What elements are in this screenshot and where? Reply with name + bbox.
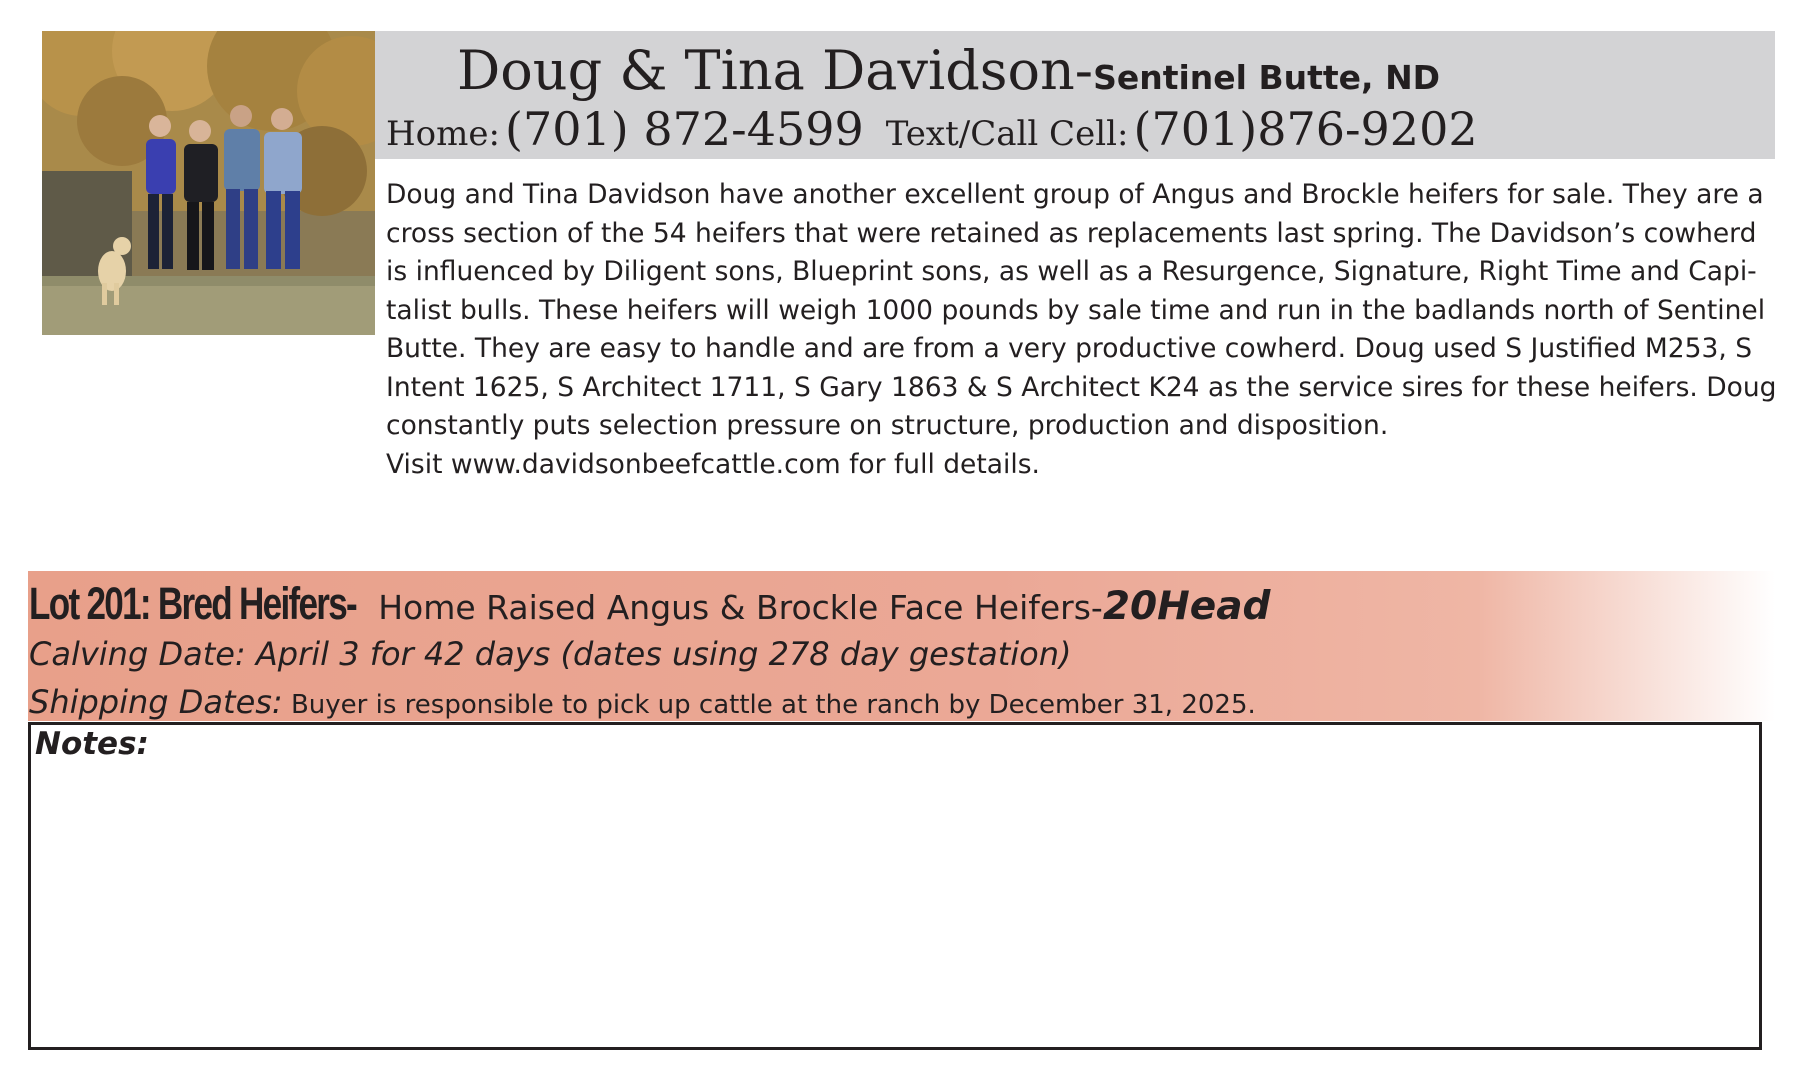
description-line: Intent 1625, S Architect 1711, S Gary 1863 & S Architect K24 as the service sires for these heifers. Doug xyxy=(386,371,1777,403)
ranch-description xyxy=(386,176,1777,484)
phone-line xyxy=(386,102,1478,167)
website-line: Visit www.davidsonbeefcattle.com for full details. xyxy=(386,448,1040,480)
lot-head-count: 20Head xyxy=(1102,584,1271,629)
notes-label: Notes: xyxy=(35,726,149,762)
owner-names: Doug & Tina Davidson- xyxy=(457,39,1094,102)
shipping-label: Shipping Dates: xyxy=(29,683,283,721)
home-phone-label: Home: xyxy=(386,114,500,154)
ranch-name xyxy=(457,38,1440,111)
description-line: Doug and Tina Davidson have another excellent group of Angus and Brockle heifers for sale. They are a xyxy=(386,179,1764,210)
family-photo-image xyxy=(42,31,375,335)
calving-date: Calving Date: April 3 for 42 days (dates using 278 day gestation) xyxy=(29,635,1072,673)
description-line: is influenced by Diligent sons, Blueprint sons, as well as a Resurgence, Signature, Right Time and Capi- xyxy=(386,256,1757,287)
description-line: cross section of the 54 heifers that were retained as replacements last spring. The Davidson’s cowherd xyxy=(386,217,1757,249)
description-line: constantly puts selection pressure on structure, production and disposition. xyxy=(386,410,1389,441)
cell-phone-label: Text/Call Cell: xyxy=(885,114,1129,154)
cell-phone-number: (701)876-9202 xyxy=(1133,102,1478,156)
description-line: Butte. They are easy to handle and are from a very productive cowherd. Doug used S Justified M253, S xyxy=(386,333,1753,364)
lot-subtitle: Home Raised Angus & Brockle Face Heifers- xyxy=(378,588,1103,627)
shipping-text: Buyer is responsible to pick up cattle at the ranch by December 31, 2025. xyxy=(282,690,1256,720)
lot-title: Lot 201: Bred Heifers- xyxy=(29,578,357,629)
notes-box[interactable] xyxy=(28,722,1762,1050)
ranch-location: Sentinel Butte, ND xyxy=(1093,58,1441,97)
home-phone-number: (701) 872-4599 xyxy=(505,102,864,156)
family-photo xyxy=(42,31,375,335)
description-line: talist bulls. These heifers will weigh 1000 pounds by sale time and run in the badlands north of Sentinel xyxy=(386,294,1766,326)
